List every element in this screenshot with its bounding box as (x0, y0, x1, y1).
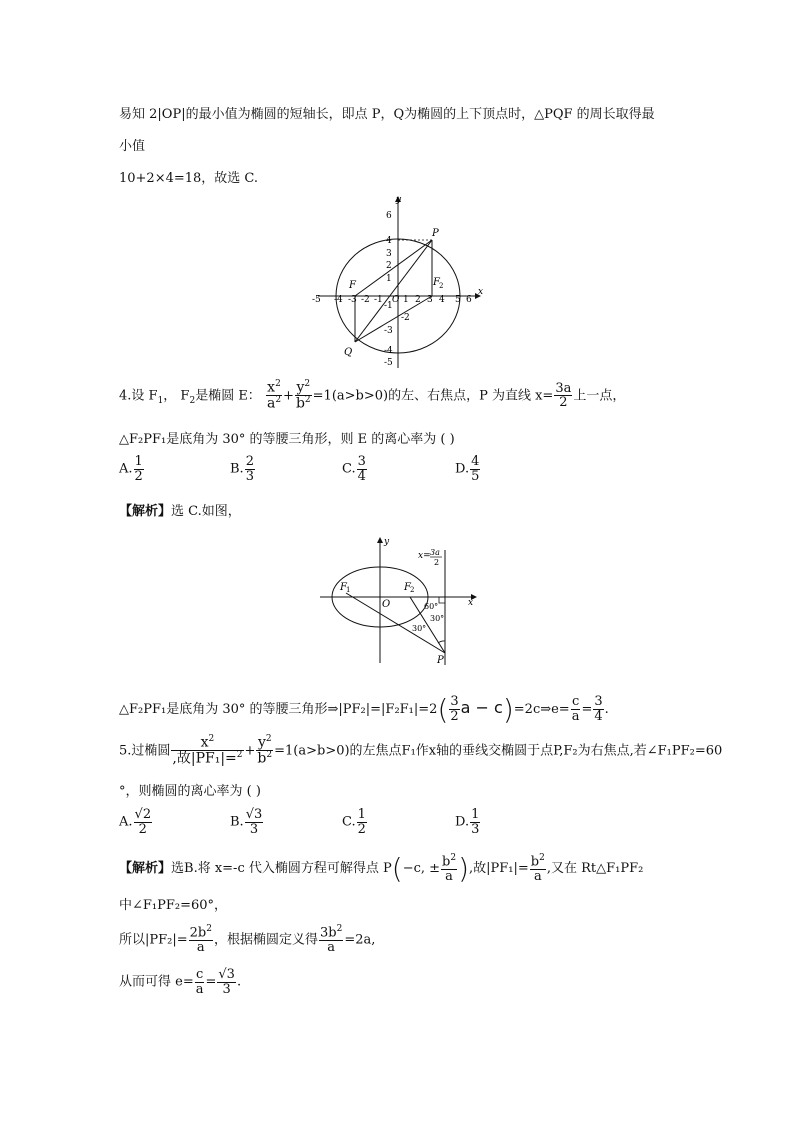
fig2-angle-60: 60° (424, 602, 439, 611)
intro-line-2: 小值 (119, 139, 146, 154)
fig1-ytick: 2 (386, 261, 392, 271)
fig2-F2: F (404, 582, 411, 593)
q5-option-c[interactable]: C. $\frac{1}{2}$ (342, 807, 366, 837)
fig1-ytick: -1 (384, 301, 393, 311)
fig1-xtick: -4 (334, 295, 343, 305)
q5-line-2: °，则椭圆的离心率为 ( ) (119, 784, 261, 799)
fig2-F1: F (340, 582, 347, 593)
fig1-xtick: 2 (415, 295, 421, 305)
plus-sign: + (283, 388, 294, 404)
q5-stem: 5.过椭圆 $\frac{x^2}{,故|PF_1|=^2}$ + $\frac{y^2}{b^2}$ =1(a>b>0)的左焦点F₁作x轴的垂线交椭圆于点P,F₂为右焦点,若∠F₁PF₂=60 (119, 734, 723, 767)
frac-y2-b2: $\frac{y^2}{b^2}$ (295, 379, 311, 412)
fig1-x-label: x (478, 287, 484, 297)
q4-text: ， F (163, 388, 190, 404)
fig1-point-F2: F (433, 277, 440, 288)
fig2-line-num: 3a (430, 548, 440, 557)
fig2-origin: O (382, 599, 391, 610)
fig1-point-Q: Q (344, 347, 353, 358)
q5-line-c: 所以|PF₂|= $\frac{2b^2}{a}$ ，根据椭圆定义得 $\frac{3b^2}{a}$ =2a, (119, 924, 376, 955)
q5-analysis: 【解析】选B.将 x=-c 代入椭圆方程可解得点 P(−c, ± $\frac{b^2}{a}$ ),故|PF₁|= $\frac{b^2}{a}$ ,又在 Rt△F₁PF₂ (119, 852, 644, 885)
fig1-xtick: -2 (361, 295, 370, 305)
fig1-xtick: -5 (312, 295, 321, 305)
q4-option-b[interactable]: B. $\frac{2}{3}$ (230, 454, 254, 484)
q4-text: 4.设 F (119, 388, 158, 404)
q4-option-d[interactable]: D. $\frac{4}{5}$ (455, 454, 480, 484)
fig1-ytick: -4 (384, 346, 393, 356)
fig1-xtick: 3 (427, 295, 433, 305)
q5-option-a[interactable]: A. $\frac{√2}{2}$ (119, 807, 152, 837)
q4-conclusion: △F₂PF₁是底角为 30° 的等腰三角形⇒|PF₂|=|F₂F₁|=2( $\frac{3}{2}$ a − c)=2c⇒e= $\frac{c}{a}$ = $\frac{3}{4}$ . (119, 693, 609, 726)
fig1-ytick: 1 (386, 274, 392, 284)
intro-line-3: 10+2×4=18，故选 C. (119, 171, 259, 186)
fig1-xtick: 6 (466, 295, 472, 305)
fig2-angle-30b: 30° (412, 624, 427, 633)
q4-text: 是椭圆 E： (195, 388, 261, 404)
q4-analysis: 【解析】选 C.如图， (119, 504, 241, 519)
q4-option-a[interactable]: A. $\frac{1}{2}$ (119, 454, 143, 484)
fig2-line-label: x= (418, 551, 431, 561)
fig1-xtick: -1 (374, 295, 383, 305)
fig1-ytick: -3 (384, 326, 393, 336)
fig1-xtick: 5 (455, 295, 461, 305)
q4-sub: 1 (157, 395, 164, 406)
q4-stem (119, 380, 625, 412)
fig2-angle-30a: 30° (430, 614, 445, 623)
fig2-F2-sub: 2 (410, 586, 415, 594)
fig1-origin: O (392, 295, 400, 305)
figure-1-ellipse (308, 192, 488, 372)
q5-line-b: 中∠F₁PF₂=60°， (119, 898, 228, 913)
fig2-point-P: P (437, 655, 444, 666)
q5-line-d: 从而可得 e= $\frac{c}{a}$ = $\frac{√3}{3}$ . (119, 967, 242, 997)
fig1-point-F: F (349, 280, 356, 291)
q5-option-b[interactable]: B. $\frac{√3}{3}$ (230, 807, 263, 837)
fig1-ytick: -5 (384, 358, 393, 368)
q4-text: 上一点， (573, 388, 626, 404)
frac-x2-a2: $\frac{x^2}{a^2}$ (266, 379, 282, 412)
fig1-point-F2-sub: 2 (439, 282, 444, 290)
q4-sub: 2 (189, 395, 196, 406)
fig2-line-den: 2 (434, 558, 440, 567)
q4-text: =1(a>b>0)的左、右焦点，P 为直线 x= (312, 388, 554, 404)
fig2-x: x (468, 598, 474, 608)
q4-option-c[interactable]: C. $\frac{3}{4}$ (342, 454, 366, 484)
q5-option-d[interactable]: D. $\frac{1}{3}$ (455, 807, 480, 837)
frac-3a-2: $\frac{3a}{2}$ (555, 380, 572, 411)
fig1-ytick: 3 (386, 249, 392, 259)
fig1-ytick: 4 (386, 236, 392, 246)
fig2-y: y (384, 537, 390, 547)
figure-2-ellipse (318, 535, 480, 670)
fig1-point-P: P (432, 228, 439, 239)
fig2-F1-sub: 1 (346, 586, 351, 594)
fig1-xtick: 1 (403, 295, 409, 305)
intro-line-1: 易知 2|OP|的最小值为椭圆的短轴长，即点 P，Q为椭圆的上下顶点时，△PQF 的周长取得最 (119, 107, 655, 122)
fig1-y-label: y (396, 195, 402, 205)
q4-line-2: △F₂PF₁是底角为 30° 的等腰三角形，则 E 的离心率为 ( ) (119, 432, 455, 447)
fig1-ytick: 6 (386, 211, 392, 221)
fig1-xtick: 4 (439, 295, 445, 305)
fig1-xtick: -3 (348, 295, 357, 305)
fig1-ytick: -2 (401, 313, 410, 323)
